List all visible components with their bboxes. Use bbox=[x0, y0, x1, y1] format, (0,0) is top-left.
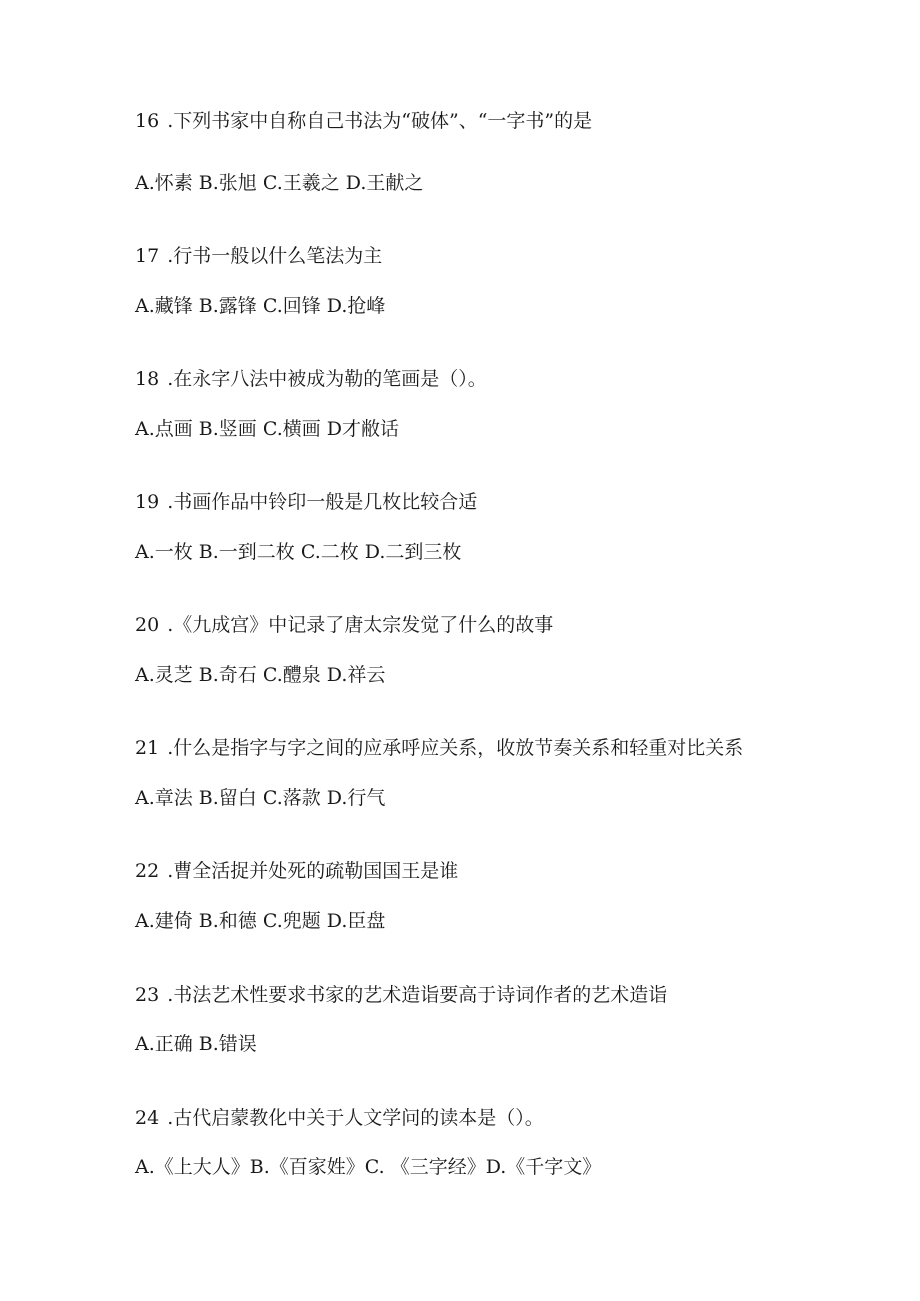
question-text: .在永字八法中被成为勒的笔画是（）。 bbox=[167, 368, 487, 390]
question-text: .下列书家中自称自己书法为“破体”、“一字书”的是 bbox=[167, 110, 593, 132]
question-17-options: A.藏锋 B.露锋 C.回锋 D.抢峰 bbox=[135, 295, 386, 317]
question-number: 17 bbox=[135, 245, 160, 267]
question-23-options: A.正确 B.错误 bbox=[135, 1033, 257, 1055]
question-23 bbox=[135, 983, 860, 1007]
question-19 bbox=[135, 490, 860, 514]
question-19-options: A.一枚 B.一到二枚 C.二枚 D.二到三枚 bbox=[135, 541, 462, 563]
question-18 bbox=[135, 367, 860, 391]
question-number: 21 bbox=[135, 737, 160, 759]
question-text: .什么是指字与字之间的应承呼应关系，收放节奏关系和轻重对比关系 bbox=[167, 737, 744, 759]
question-21 bbox=[135, 736, 860, 760]
question-number: 23 bbox=[135, 984, 160, 1006]
question-22 bbox=[135, 859, 860, 883]
question-16 bbox=[135, 109, 860, 133]
question-20-options: A.灵芝 B.奇石 C.醴泉 D.祥云 bbox=[135, 664, 386, 686]
question-text: .书法艺术性要求书家的艺术造诣要高于诗词作者的艺术造诣 bbox=[167, 984, 668, 1006]
question-text: .行书一般以什么笔法为主 bbox=[167, 245, 383, 267]
question-17 bbox=[135, 244, 860, 268]
question-22-options: A.建倚 B.和德 C.兜题 D.臣盘 bbox=[135, 910, 386, 932]
question-24-options: A.《上大人》B.《百家姓》C. 《三字经》D.《千字文》 bbox=[135, 1156, 602, 1178]
question-text: .曹全活捉并处死的疏勒国国王是谁 bbox=[167, 860, 459, 882]
question-16-options: A.怀素 B.张旭 C.王羲之 D.王献之 bbox=[135, 172, 424, 194]
question-number: 18 bbox=[135, 368, 160, 390]
question-21-options: A.章法 B.留白 C.落款 D.行气 bbox=[135, 787, 386, 809]
question-number: 24 bbox=[135, 1107, 160, 1129]
question-number: 22 bbox=[135, 860, 160, 882]
question-number: 19 bbox=[135, 491, 160, 513]
question-text: .古代启蒙教化中关于人文学问的读本是（）。 bbox=[167, 1107, 544, 1129]
question-text: .《九成宫》中记录了唐太宗发觉了什么的故事 bbox=[167, 614, 554, 636]
question-20 bbox=[135, 613, 860, 637]
question-text: .书画作品中铃印一般是几枚比较合适 bbox=[167, 491, 478, 513]
question-18-options: A.点画 B.竖画 C.横画 D才敝话 bbox=[135, 418, 400, 440]
question-number: 16 bbox=[135, 110, 160, 132]
question-number: 20 bbox=[135, 614, 160, 636]
question-24 bbox=[135, 1106, 860, 1130]
